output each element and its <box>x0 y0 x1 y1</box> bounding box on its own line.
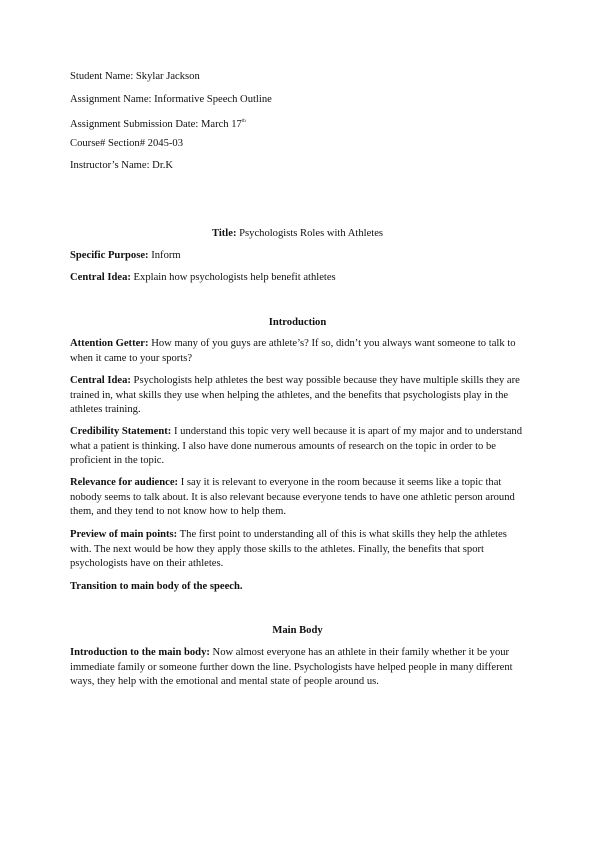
central-idea-label: Central Idea: <box>70 375 131 386</box>
main-body-introduction <box>70 646 530 690</box>
course-section: Course# Section# 2045-03 <box>70 138 183 149</box>
title-text: Psychologists Roles with Athletes <box>236 228 384 239</box>
central-idea-text: Psychologists help athletes the best way possible because they have multiple skills they are trained in, what skills they use when helping the athletes, and the benefits that psychologists play in the athletes training. <box>70 375 520 415</box>
attention-getter-label: Attention Getter: <box>70 338 149 349</box>
specific-purpose-label: Specific Purpose: <box>70 250 149 261</box>
attention-getter <box>70 337 530 366</box>
submission-date-text: Assignment Submission Date: March 17 <box>70 119 242 130</box>
assignment-name: Assignment Name: Informative Speech Outline <box>70 94 272 105</box>
main-body-intro-label: Introduction to the main body: <box>70 647 210 658</box>
preview-label: Preview of main points: <box>70 529 178 540</box>
speech-title <box>0 227 595 240</box>
credibility-statement-text: I understand this topic very well because it is apart of my major and to understand what a patient is thinking. I also have done numerous amounts of research on the topic in order to be proficient in the topic. <box>70 426 523 466</box>
introduction-heading: Introduction <box>268 317 327 328</box>
instructor-name: Instructor’s Name: Dr.K <box>70 160 174 171</box>
central-idea-summary-text: Explain how psychologists help benefit athletes <box>130 272 336 283</box>
main-body-intro-text: Now almost everyone has an athlete in their family whether it be your immediate family or someone further down the line. Psychologists have helped people in many different ways, they help with the emotional and mental state of people around us. <box>70 647 513 687</box>
central-idea <box>70 374 530 418</box>
main-body-heading: Main Body <box>272 625 323 636</box>
central-idea-summary-label: Central Idea: <box>70 272 131 283</box>
credibility-statement <box>70 425 530 469</box>
relevance-text: I say it is relevant to everyone in the room because it seems like a topic that nobody seems to talk about. It is also relevant because everyone tends to have one athletic person around them, and they tend to not know how to help them. <box>70 477 515 517</box>
credibility-statement-label: Credibility Statement: <box>70 426 172 437</box>
submission-date-superscript: th <box>241 119 246 124</box>
specific-purpose-text: Inform <box>148 250 181 261</box>
submission-date <box>70 115 246 131</box>
relevance-label: Relevance for audience: <box>70 477 179 488</box>
central-idea-summary <box>70 271 336 284</box>
student-name: Student Name: Skylar Jackson <box>70 71 200 82</box>
attention-getter-text: How many of you guys are athlete’s? If so, didn’t you always want someone to talk to when it came to your sports? <box>70 338 516 364</box>
transition-statement: Transition to main body of the speech. <box>70 581 243 592</box>
title-label: Title: <box>211 228 237 239</box>
relevance-for-audience <box>70 476 530 520</box>
preview-main-points <box>70 528 530 572</box>
preview-text: The first point to understanding all of this is what skills they help the athletes with. The next would be how they apply those skills to the athletes. Finally, the benefits that sport psychologists have on their athletes. <box>70 529 507 569</box>
specific-purpose <box>70 249 181 262</box>
